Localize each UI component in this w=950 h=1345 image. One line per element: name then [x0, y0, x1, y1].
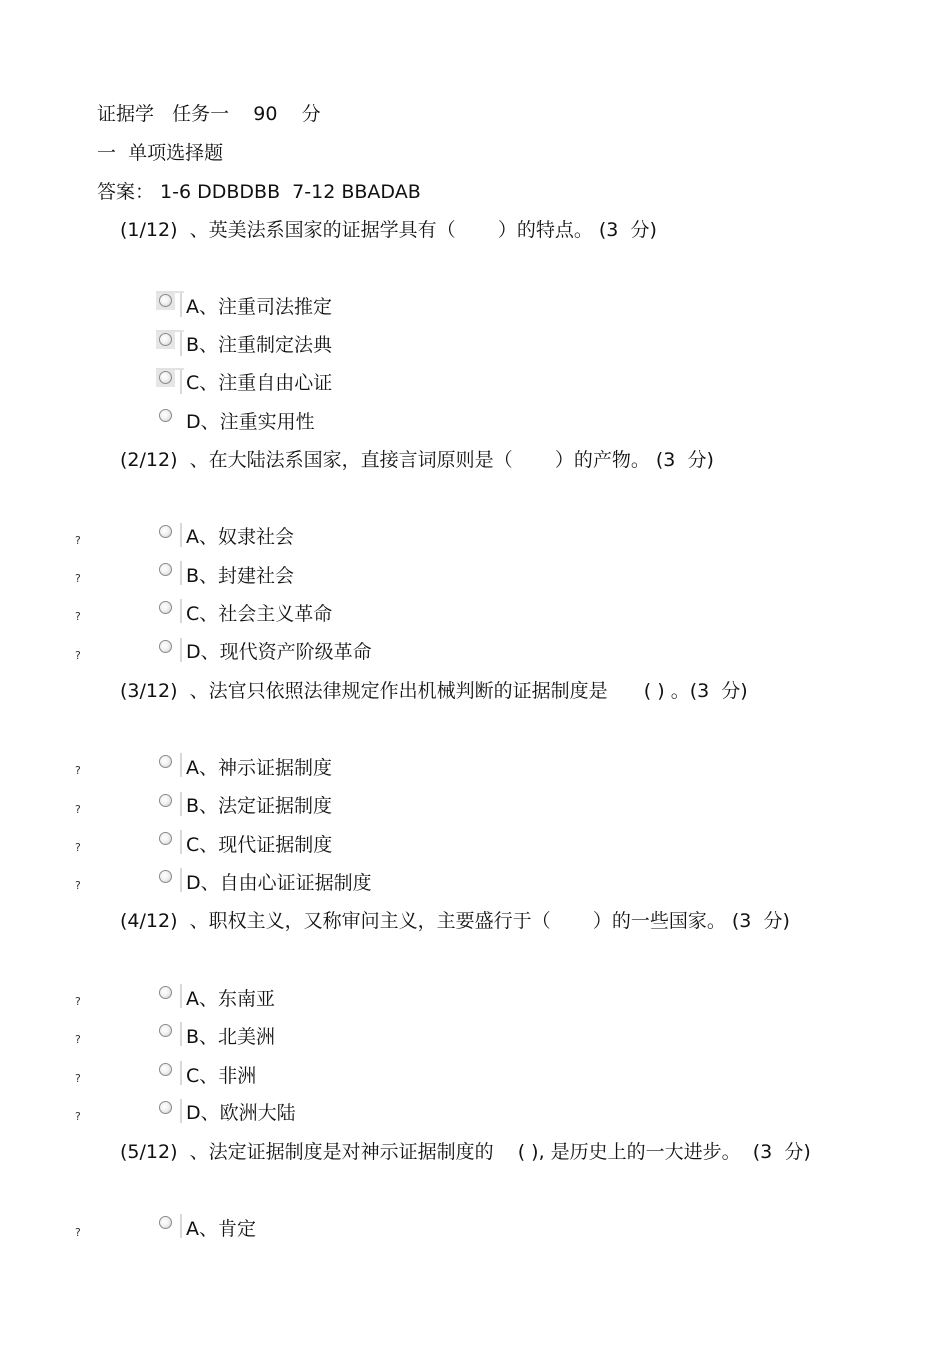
- option-q1-a: A、注重司法推定: [186, 296, 332, 318]
- stray-question-mark: ?: [75, 879, 81, 892]
- doc-title: 证据学 任务一 90 分: [97, 103, 321, 125]
- radio-frame: [180, 830, 182, 854]
- option-q2-a: A、奴隶社会: [186, 526, 294, 548]
- radio-button-q3-a[interactable]: [159, 755, 172, 768]
- radio-frame: [180, 1061, 182, 1085]
- stray-question-mark: ?: [75, 841, 81, 854]
- option-q4-c: C、非洲: [186, 1065, 257, 1087]
- answer-key: 答案： 1-6 DDBDBB 7-12 BBADAB: [97, 181, 421, 203]
- radio-frame: [180, 792, 182, 816]
- stray-question-mark: ?: [75, 764, 81, 777]
- radio-button-q2-d[interactable]: [159, 640, 172, 653]
- option-q3-d: D、自由心证证据制度: [186, 872, 372, 894]
- stray-question-mark: ?: [75, 534, 81, 547]
- stray-question-mark: ?: [75, 1226, 81, 1239]
- radio-button-q4-b[interactable]: [159, 1024, 172, 1037]
- question-4-text: (4/12) 、职权主义，又称审问主义，主要盛行于（ ）的一些国家。 (3 分): [120, 910, 790, 932]
- stray-question-mark: ?: [75, 1110, 81, 1123]
- radio-button-q2-b[interactable]: [159, 563, 172, 576]
- radio-button-q2-c[interactable]: [159, 601, 172, 614]
- option-q1-d: D、注重实用性: [186, 411, 315, 433]
- radio-button-q3-d[interactable]: [159, 870, 172, 883]
- radio-frame: [180, 638, 182, 662]
- radio-frame: [180, 1099, 182, 1123]
- option-q3-b: B、法定证据制度: [186, 795, 333, 817]
- option-q5-a: A、肯定: [186, 1218, 256, 1240]
- option-q3-c: C、现代证据制度: [186, 834, 333, 856]
- radio-button-q3-c[interactable]: [159, 832, 172, 845]
- stray-question-mark: ?: [75, 610, 81, 623]
- option-q4-d: D、欧洲大陆: [186, 1102, 296, 1124]
- section-heading: 一 单项选择题: [97, 142, 224, 164]
- option-q1-b: B、注重制定法典: [186, 334, 333, 356]
- stray-question-mark: ?: [75, 1072, 81, 1085]
- question-2-text: (2/12) 、在大陆法系国家，直接言词原则是（ ）的产物。 (3 分): [120, 449, 714, 471]
- question-3-text: (3/12) 、法官只依照法律规定作出机械判断的证据制度是 ( ) 。(3 分): [120, 680, 748, 702]
- radio-button-q5-a[interactable]: [159, 1216, 172, 1229]
- radio-frame: [180, 984, 182, 1008]
- option-q2-d: D、现代资产阶级革命: [186, 641, 372, 663]
- radio-frame: [180, 1022, 182, 1046]
- stray-question-mark: ?: [75, 649, 81, 662]
- option-q2-b: B、封建社会: [186, 565, 295, 587]
- stray-question-mark: ?: [75, 1033, 81, 1046]
- radio-button-q1-b[interactable]: [159, 333, 172, 346]
- radio-button-q1-c[interactable]: [159, 371, 172, 384]
- question-5-text: (5/12) 、法定证据制度是对神示证据制度的 ( ), 是历史上的一大进步。 (3 分): [120, 1141, 811, 1163]
- question-1-text: (1/12) 、英美法系国家的证据学具有（ ）的特点。 (3 分): [120, 219, 657, 241]
- radio-frame: [180, 370, 182, 394]
- radio-button-q4-d[interactable]: [159, 1101, 172, 1114]
- stray-question-mark: ?: [75, 572, 81, 585]
- radio-frame: [180, 599, 182, 623]
- radio-frame: [180, 561, 182, 585]
- radio-frame: [180, 1214, 182, 1238]
- radio-button-q4-c[interactable]: [159, 1063, 172, 1076]
- radio-button-q1-a[interactable]: [159, 294, 172, 307]
- option-q2-c: C、社会主义革命: [186, 603, 333, 625]
- radio-frame: [180, 293, 182, 317]
- radio-button-q2-a[interactable]: [159, 525, 172, 538]
- option-q1-c: C、注重自由心证: [186, 372, 333, 394]
- radio-frame: [180, 332, 182, 356]
- stray-question-mark: ?: [75, 803, 81, 816]
- radio-frame: [180, 753, 182, 777]
- radio-button-q1-d[interactable]: [159, 409, 172, 422]
- option-q4-b: B、北美洲: [186, 1026, 276, 1048]
- radio-button-q3-b[interactable]: [159, 794, 172, 807]
- stray-question-mark: ?: [75, 995, 81, 1008]
- option-q4-a: A、东南亚: [186, 988, 275, 1010]
- radio-frame: [180, 523, 182, 547]
- radio-frame: [180, 868, 182, 892]
- radio-button-q4-a[interactable]: [159, 986, 172, 999]
- option-q3-a: A、神示证据制度: [186, 757, 332, 779]
